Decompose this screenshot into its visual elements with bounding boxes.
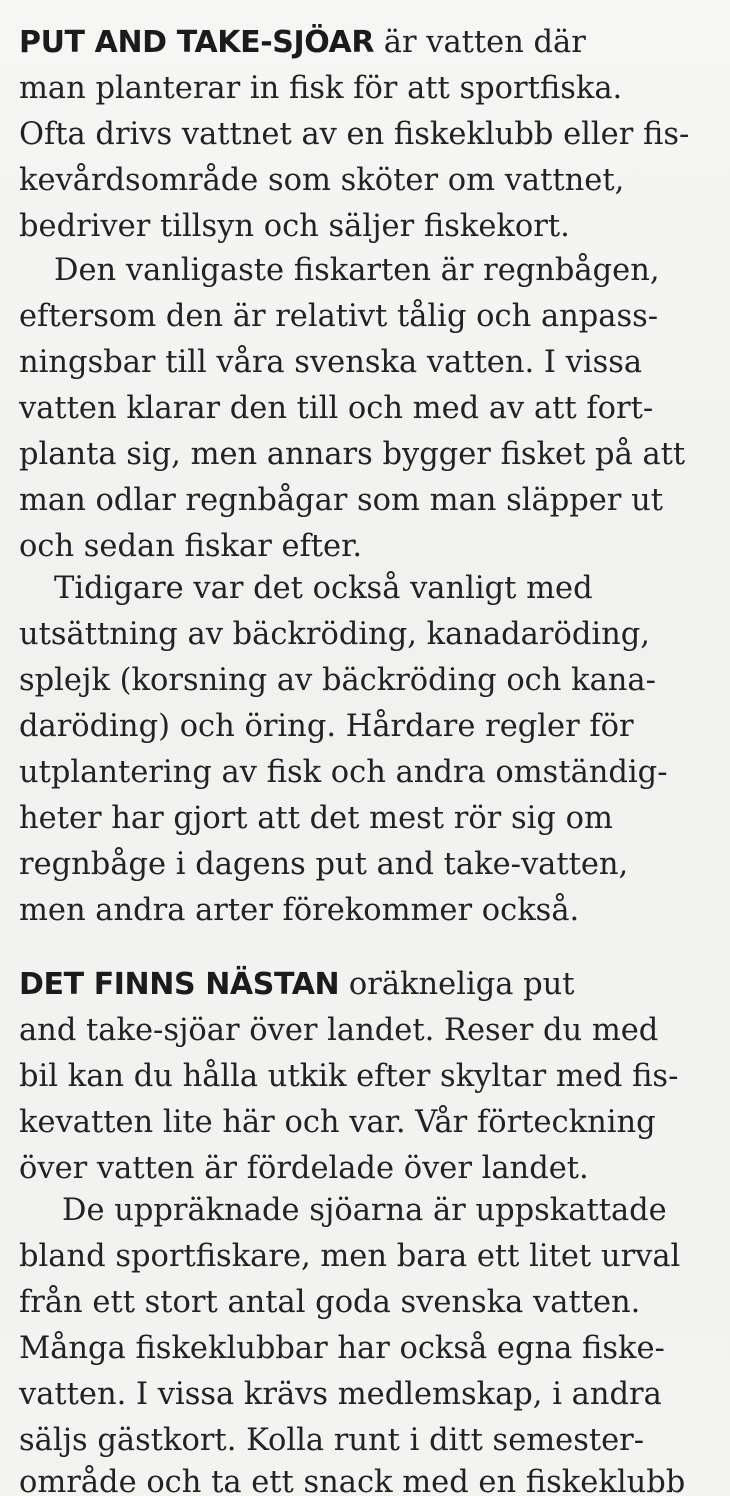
- line-text: är vatten där: [374, 25, 586, 60]
- text-line: and take-sjöar över landet. Reser du med: [19, 1013, 659, 1048]
- text-line: heter har gjort att det mest rör sig om: [19, 801, 613, 836]
- text-line: Den vanligaste fiskarten är regnbågen,: [54, 253, 660, 288]
- text-line: man planterar in fisk för att sportfiska.: [19, 71, 623, 106]
- text-line: Tidigare var det också vanligt med: [54, 571, 593, 606]
- text-line: utsättning av bäckröding, kanadaröding,: [19, 617, 650, 652]
- text-line: kevårdsområde som sköter om vattnet,: [19, 163, 625, 198]
- line-text: oräkneliga put: [339, 967, 575, 1002]
- text-line: regnbåge i dagens put and take-vatten,: [19, 847, 629, 882]
- text-line: planta sig, men annars bygger fisket på att: [19, 437, 686, 472]
- text-line: men andra arter förekommer också.: [19, 893, 580, 928]
- text-line: Många fiskeklubbar har också egna fiske-: [19, 1331, 665, 1366]
- text-line: kevatten lite här och var. Vår förteckning: [19, 1105, 656, 1140]
- text-line: område och ta ett snack med en fiskeklubb: [19, 1465, 686, 1496]
- text-line: splejk (korsning av bäckröding och kana-: [19, 663, 656, 698]
- text-line: bland sportfiskare, men bara ett litet urval: [19, 1239, 681, 1274]
- text-line: utplantering av fisk och andra omständig-: [19, 755, 668, 790]
- text-line: över vatten är fördelade över landet.: [19, 1151, 589, 1186]
- text-line: man odlar regnbågar som man släpper ut: [19, 483, 663, 518]
- text-line: från ett stort antal goda svenska vatten.: [19, 1285, 641, 1320]
- text-line: säljs gästkort. Kolla runt i ditt semester-: [19, 1423, 645, 1458]
- text-line: daröding) och öring. Hårdare regler för: [19, 709, 634, 744]
- text-line: ningsbar till våra svenska vatten. I vissa: [19, 345, 643, 380]
- text-line: Ofta drivs vattnet av en fiskeklubb eller fis-: [19, 117, 690, 152]
- text-line: vatten. I vissa krävs medlemskap, i andra: [19, 1377, 662, 1412]
- text-line: [19, 20, 586, 66]
- text-line: och sedan fiskar efter.: [19, 529, 363, 564]
- text-line: bil kan du hålla utkik efter skyltar med fis-: [19, 1059, 679, 1094]
- lead-heading: DET FINNS NÄSTAN: [19, 967, 340, 1002]
- lead-heading: PUT AND TAKE-SJÖAR: [19, 25, 375, 60]
- text-line: vatten klarar den till och med av att fort-: [19, 391, 654, 426]
- text-line: De uppräknade sjöarna är uppskattade: [62, 1193, 667, 1228]
- text-line: eftersom den är relativt tålig och anpass-: [19, 299, 659, 334]
- text-line: bedriver tillsyn och säljer fiskekort.: [19, 209, 570, 244]
- text-line: [19, 962, 575, 1008]
